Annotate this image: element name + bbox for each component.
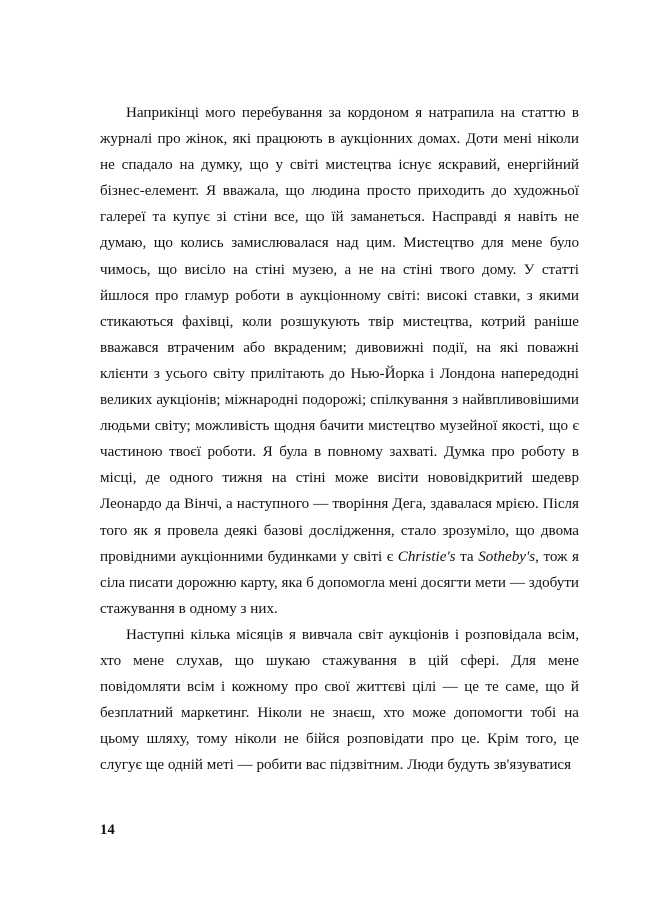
- paragraph: [100, 622, 579, 779]
- text-run: та: [455, 548, 479, 565]
- paragraph: [100, 100, 579, 622]
- italic-text: Sotheby's: [478, 548, 536, 565]
- text-run: , тож я сіла писати дорожню карту, яка б допомогла мені досягти мети — здобути стажування в одному з них.: [100, 548, 580, 617]
- text-run: Наступні кілька місяців я вивчала світ аукціонів і розповідала всім, хто мене слухав, що шукаю стажування в цій сфері. Для мене повідомляти всім і кожному про свої життєві цілі — це те саме, що й безплатний маркетинг. Ніколи не знаєш, хто може допомогти тобі на цьому шляху, тому ніколи не бійся розповідати про це. Крім того, це слугує ще одній меті — робити вас підзвітним. Люди будуть зв'язуватися: [100, 626, 579, 774]
- page-number: 14: [100, 822, 115, 838]
- text-run: Наприкінці мого перебування за кордоном я натрапила на статтю в журналі про жінок, які працюють в аукціонних домах. Доти мені ніколи не спадало на думку, що у світі мистецтва існує яскравий, енергійний бізнес-елемент. Я вважала, що людина просто приходить до художньої галереї та купує зі стіни все, що їй заманеться. Насправді я навіть не думаю, що колись замислювалася над цим. Мистецтво для мене було чимось, що висіло на стіні музею, а не на стіні твого дому. У статті йшлося про гламур роботи в аукціонному світі: високі ставки, з якими стикаються фахівці, коли розшукують твір мистецтва, котрий раніше вважався втраченим або вкраденим; дивовижні події, на які поважні клієнти з усього світу прилітають до Нью-Йорка і Лондона напередодні великих аукціонів; міжнародні подорожі; спілкування з найвпливовішими людьми світу; можливість щодня бачити мистецтво музейної якості, що є частиною твоєї роботи. Я була в повному захваті. Думка про роботу в місці, де одного тижня на стіні може висіти нововідкритий шедевр Леонардо да Вінчі, а наступного — творіння Дега, здавалася мрією. Після того як я провела деякі базові дослідження, стало зрозуміло, що двома провідними аукціонними будинками у світі є: [100, 105, 579, 565]
- page-body: [100, 100, 579, 778]
- italic-text: Christie's: [397, 548, 456, 565]
